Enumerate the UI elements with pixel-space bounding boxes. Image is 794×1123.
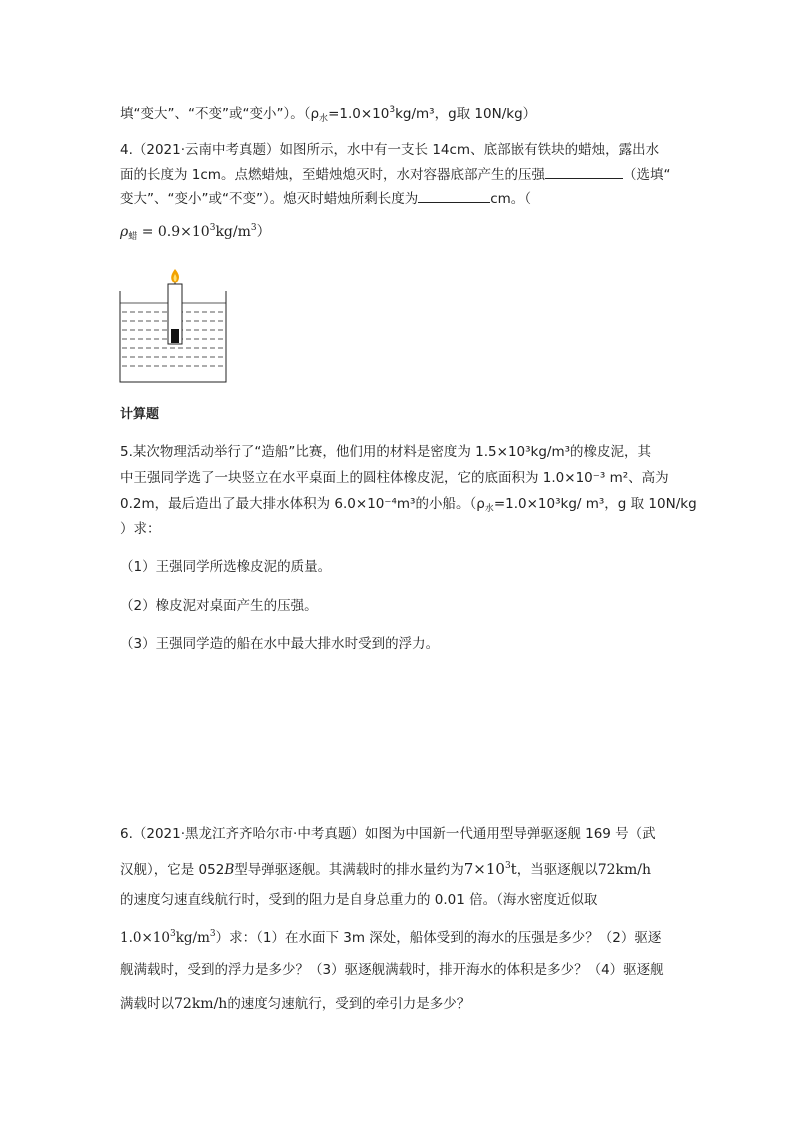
q6-line-2-text: 型导弹驱逐舰。其满载时的排水量约为 bbox=[234, 862, 464, 878]
q3-tail-text: 填“变大”、“不变”或“变小”）。（ρ bbox=[120, 106, 320, 122]
q4-answer-blank-pressure[interactable] bbox=[545, 164, 623, 179]
q4-line-2 bbox=[120, 164, 670, 185]
q6-line-2-mid: ，当驱逐舰以 bbox=[516, 862, 598, 878]
q4-line-2-text: 面的长度为 1cm。点燃蜡烛，至蜡烛熄灭时，水对容器底部产生的压强 bbox=[120, 167, 545, 183]
q5-line-4: ）求： bbox=[120, 521, 161, 537]
q3-tail-line bbox=[120, 100, 536, 129]
q6-ship-type-letter: B bbox=[224, 862, 235, 878]
q5-line-1: 5.某次物理活动举行了“造船”比赛，他们用的材料是密度为 1.5×10³kg/m³的橡皮泥，其 bbox=[120, 444, 652, 460]
rho-symbol: ρ bbox=[120, 224, 129, 240]
q4-density-formula bbox=[120, 218, 271, 247]
wax-density-unit: kg/m bbox=[215, 224, 251, 240]
q6-line-2 bbox=[120, 856, 651, 880]
q4-line-1: 4.（2021·云南中考真题）如图所示，水中有一支长 14cm、底部嵌有铁块的蜡烛，露出水 bbox=[120, 142, 660, 158]
q6-displacement-exponent: 3 bbox=[504, 861, 511, 871]
q5-part-2: （2）橡皮泥对桌面产生的压强。 bbox=[120, 598, 318, 614]
wax-unit-exponent: 3 bbox=[250, 223, 257, 233]
q5-water-subscript: 水 bbox=[484, 504, 494, 514]
q3-density-subscript: 水 bbox=[319, 114, 329, 124]
iron-block bbox=[171, 329, 179, 343]
wax-subscript: 蜡 bbox=[128, 232, 138, 242]
q6-unit-exponent: 3 bbox=[209, 929, 216, 939]
q5-line-3-rest: =1.0×10³kg/ m³，g 取 10N/kg bbox=[493, 496, 697, 512]
formula-close: ） bbox=[256, 224, 271, 240]
section-title: 计算题 bbox=[120, 407, 160, 422]
q6-line-3: 的速度匀速直线航行时，受到的阻力是自身总重力的 0.01 倍。（海水密度近似取 bbox=[120, 892, 598, 908]
q4-answer-blank-length[interactable] bbox=[418, 188, 490, 203]
q6-displacement-value: 7×10 bbox=[463, 860, 505, 878]
q6-line-6 bbox=[120, 994, 470, 1014]
q6-displacement-unit: t bbox=[510, 860, 517, 878]
q6-speed-value: 72km/h bbox=[597, 862, 652, 878]
q6-line-4-text: ）求：（1）在水面下 3m 深处，船体受到的海水的压强是多少？（2）驱逐 bbox=[215, 930, 662, 946]
q5-line-2: 中王强同学选了一块竖立在水平桌面上的圆柱体橡皮泥，它的底面积为 1.0×10⁻³ m²、高为 bbox=[120, 470, 669, 486]
q5-line-3 bbox=[120, 494, 697, 519]
q4-line-2-choice: （选填“ bbox=[622, 167, 671, 183]
q4-line-3-text: 变大”、“变小”或“不变”）。熄灭时蜡烛所剩长度为 bbox=[120, 191, 419, 207]
q3-density-value: =1.0×10 bbox=[328, 106, 390, 122]
q6-line-1: 6.（2021·黑龙江齐齐哈尔市·中考真题）如图为中国新一代通用型导弹驱逐舰 169 号（武 bbox=[120, 826, 656, 842]
wax-density-value: = 0.9×10 bbox=[137, 224, 210, 240]
q6-sea-density-exponent: 3 bbox=[169, 929, 176, 939]
q5-line-3-text: 0.2m，最后造出了最大排水体积为 6.0×10⁻⁴m³的小船。（ρ bbox=[120, 496, 485, 512]
q6-sea-density-unit: kg/m bbox=[175, 930, 210, 946]
q5-part-1: （1）王强同学所选橡皮泥的质量。 bbox=[120, 559, 332, 575]
wax-density-exponent: 3 bbox=[209, 223, 216, 233]
q6-line-6-prefix: 满载时以 bbox=[120, 996, 174, 1012]
q6-line-4 bbox=[120, 924, 661, 948]
q6-ship-type-prefix: 汉舰），它是 052 bbox=[120, 862, 225, 878]
q6-line-6-text: 的速度匀速航行，受到的牵引力是多少？ bbox=[227, 996, 471, 1012]
q3-density-exponent: 3 bbox=[389, 105, 396, 115]
q6-line-6-speed: 72km/h bbox=[174, 996, 228, 1012]
candle-in-water-figure bbox=[118, 266, 230, 386]
q5-part-3: （3）王强同学造的船在水中最大排水时受到的浮力。 bbox=[120, 636, 440, 652]
q6-line-5: 舰满载时，受到的浮力是多少？（3）驱逐舰满载时，排开海水的体积是多少？（4）驱逐舰 bbox=[120, 962, 664, 978]
q6-sea-density-value: 1.0×10 bbox=[120, 930, 170, 946]
q4-line-3-unit: cm。（ bbox=[490, 191, 532, 207]
q3-density-unit: kg/m³，g取 10N/kg） bbox=[395, 106, 537, 122]
q4-line-3 bbox=[120, 188, 531, 209]
